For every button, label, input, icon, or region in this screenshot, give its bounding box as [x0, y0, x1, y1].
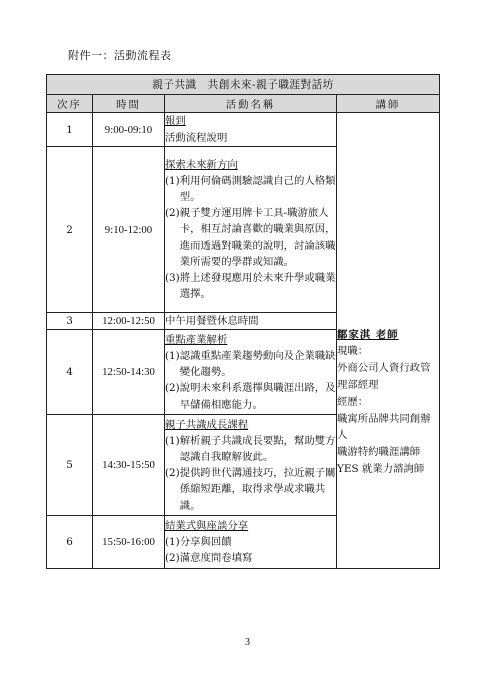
item-text: 將上述發現應用於未來升學或職業選擇。	[179, 272, 336, 301]
row-number: 3	[47, 313, 93, 330]
activity-item	[165, 205, 336, 270]
activity-item	[165, 348, 336, 380]
activity-line: (2)滿意度問卷填寫	[165, 552, 253, 565]
speaker-current-label: 現職：	[337, 345, 369, 358]
item-marker: (3)	[165, 272, 180, 284]
row-number: 4	[47, 330, 93, 415]
activity-cell	[165, 313, 337, 330]
activity-cell	[165, 516, 337, 569]
activity-line: 活動流程說明	[165, 131, 228, 144]
item-text: 解析親子共識成長要點，幫助雙方認識自我瞭解彼此。	[179, 434, 336, 463]
speaker-experience-label: 經歷：	[337, 395, 369, 408]
activity-title: 報到	[165, 115, 186, 128]
speaker-experience-item: 職寓所品牌共同創辦人	[337, 412, 431, 442]
attachment-label: 附件一：活動流程表	[68, 49, 172, 62]
activity-line: 中午用餐暨休息時間	[165, 315, 259, 327]
activity-cell	[165, 415, 337, 516]
item-marker: (2)	[165, 467, 180, 480]
speaker-experience-item: YES 就業力諮詢師	[337, 462, 425, 475]
row-number: 5	[47, 415, 93, 516]
table-row	[47, 113, 440, 147]
item-text: 提供跨世代溝通技巧，拉近親子關係縮短距離，取得求學或求職共識。	[179, 467, 336, 512]
row-time: 14:30-15:50	[93, 415, 165, 516]
speaker-name: 鄒家淇 老師	[337, 328, 399, 341]
activity-cell	[165, 113, 337, 147]
item-marker: (2)	[165, 382, 180, 395]
header-speaker: 講師	[337, 95, 440, 113]
activity-item	[165, 173, 336, 205]
item-marker: (1)	[165, 174, 180, 187]
item-text: 認識重點產業趨勢動向及企業職缺變化趨勢。	[179, 349, 336, 379]
item-marker: (1)	[165, 434, 180, 447]
activity-cell	[165, 147, 337, 313]
row-number: 1	[47, 113, 93, 147]
page-number: 3	[245, 637, 250, 648]
activity-item	[165, 465, 336, 514]
activity-title: 重點產業解析	[165, 333, 228, 346]
activity-title: 結業式與座談分享	[165, 519, 249, 532]
item-text: 說明未來科系選擇與職涯出路，及早儲備相應能力。	[179, 382, 336, 411]
activity-item	[165, 380, 336, 412]
speaker-current-position: 外商公司人資行政管理部經理	[337, 362, 431, 391]
activity-title: 探索未來新方向	[165, 158, 238, 171]
activity-title: 親子共識成長課程	[165, 418, 249, 431]
speaker-experience-item: 職游特約職涯講師	[337, 446, 421, 459]
speaker-cell	[337, 113, 440, 569]
header-time: 時間	[93, 95, 165, 113]
row-number: 2	[47, 147, 93, 313]
table-title: 親子共識 共創未來-親子職涯對話坊	[47, 75, 440, 95]
activity-schedule-table	[46, 74, 440, 569]
item-text: 親子雙方運用牌卡工具-職游旅人卡，相互討論喜歡的職業與原因，進而透過對職業的說明，討論該職業所需要的學群或知識。	[179, 207, 336, 268]
item-text: 利用何倫碼測驗認識自己的人格類型。	[179, 174, 336, 203]
row-number: 6	[47, 516, 93, 569]
activity-cell	[165, 330, 337, 415]
item-marker: (1)	[165, 349, 180, 362]
header-no: 次序	[47, 95, 93, 113]
row-time: 12:50-14:30	[93, 330, 165, 415]
row-time: 9:10-12:00	[93, 147, 165, 313]
header-activity: 活動名稱	[165, 95, 337, 113]
activity-item	[165, 433, 336, 465]
item-marker: (2)	[165, 207, 180, 220]
activity-line: (1)分享與回饋	[165, 536, 232, 549]
row-time: 12:00-12:50	[93, 313, 165, 330]
row-time: 9:00-09:10	[93, 113, 165, 147]
row-time: 15:50-16:00	[93, 516, 165, 569]
activity-item	[165, 270, 336, 302]
